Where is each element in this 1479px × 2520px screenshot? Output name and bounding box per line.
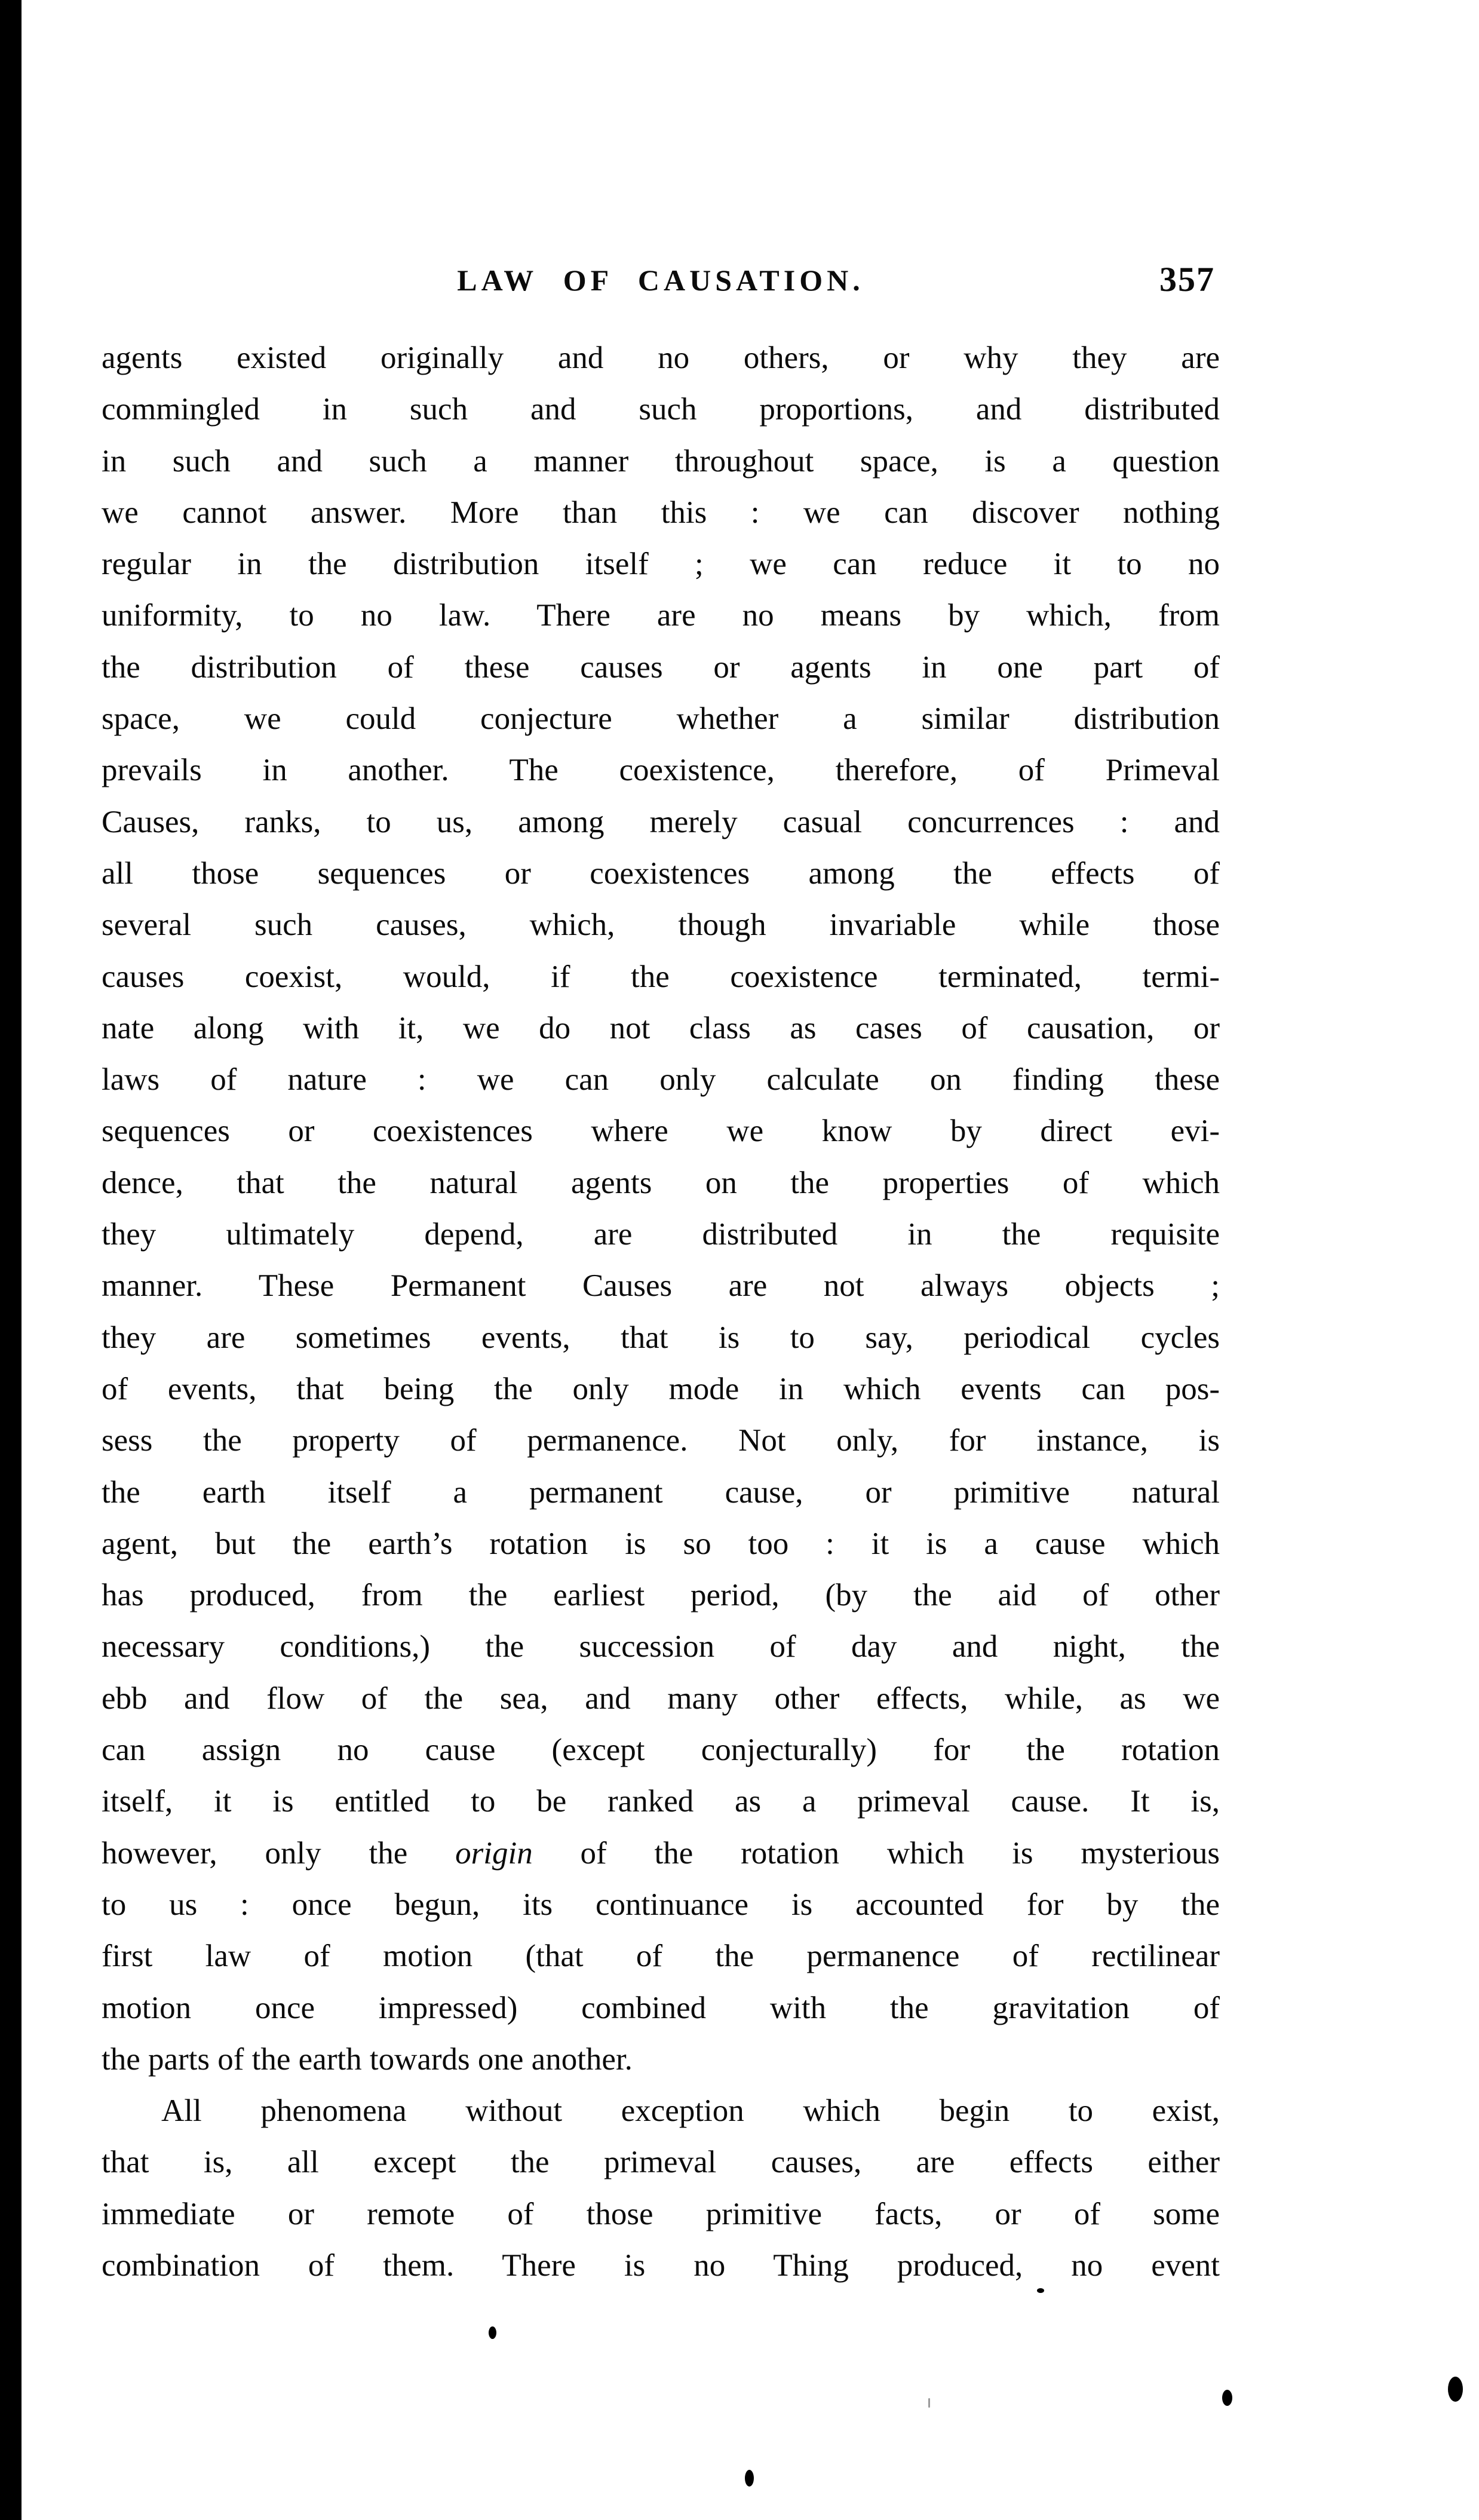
text-line: we cannot answer. More than this : we can discover nothing <box>102 495 1220 530</box>
scan-edge-bar <box>0 0 22 2520</box>
text-segment: however, only the <box>102 1835 456 1871</box>
text-line: motion once impressed) combined with the gravitation of <box>102 1990 1220 2025</box>
text-line: laws of nature : we can only calculate on finding these <box>102 1062 1220 1097</box>
text-line: uniformity, to no law. There are no means by which, from <box>102 598 1220 633</box>
text-line: in such and such a manner throughout space, is a question <box>102 443 1220 479</box>
text-line: sequences or coexistences where we know by direct evi- <box>102 1114 1220 1149</box>
text-line: that is, all except the primeval causes, are effects either <box>102 2145 1220 2180</box>
text-line: of events, that being the only mode in which events can pos- <box>102 1371 1220 1406</box>
text-line: immediate or remote of those primitive facts, or of some <box>102 2196 1220 2231</box>
running-header: LAW OF CAUSATION. <box>457 263 864 297</box>
paragraph-last-line: the parts of the earth towards one another. <box>102 2041 633 2077</box>
text-segment: of the rotation which is mysterious <box>532 1835 1220 1871</box>
ink-speck <box>489 2326 496 2339</box>
text-line: can assign no cause (except conjecturally) for the rotation <box>102 1733 1220 1768</box>
ink-speck <box>1222 2390 1232 2406</box>
text-line: sess the property of permanence. Not only, for instance, is <box>102 1423 1220 1458</box>
text-line: has produced, from the earliest period, (by the aid of other <box>102 1578 1220 1613</box>
text-line: several such causes, which, though invariable while those <box>102 908 1220 943</box>
text-line: they ultimately depend, are distributed in the requisite <box>102 1217 1220 1252</box>
text-line: all those sequences or coexistences among the effects of <box>102 856 1220 891</box>
text-line: agent, but the earth’s rotation is so too : it is a cause which <box>102 1526 1220 1561</box>
ink-speck <box>1037 2288 1044 2293</box>
text-line: ebb and flow of the sea, and many other effects, while, as we <box>102 1681 1220 1716</box>
text-line: the distribution of these causes or agents in one part of <box>102 649 1220 685</box>
text-line: first law of motion (that of the permanence of rectilinear <box>102 1939 1220 1974</box>
page-header <box>102 260 1220 305</box>
text-line: the earth itself a permanent cause, or primitive natural <box>102 1474 1220 1510</box>
text-line: nate along with it, we do not class as cases of causation, or <box>102 1010 1220 1046</box>
text-line: dence, that the natural agents on the properties of which <box>102 1165 1220 1200</box>
page-number: 357 <box>1159 260 1215 299</box>
ink-speck <box>1448 2377 1463 2402</box>
text-line: prevails in another. The coexistence, therefore, of Primeval <box>102 753 1220 788</box>
text-line: combination of them. There is no Thing produced, no event <box>102 2248 1220 2283</box>
text-line: space, we could conjecture whether a similar distribution <box>102 701 1220 737</box>
text-line: commingled in such and such proportions, and distributed <box>102 392 1220 427</box>
text-line-with-italic <box>102 1828 1220 1879</box>
text-line: they are sometimes events, that is to say, periodical cycles <box>102 1320 1220 1355</box>
text-line: manner. These Permanent Causes are not always objects ; <box>102 1268 1220 1304</box>
text-line: regular in the distribution itself ; we can reduce it to no <box>102 547 1220 582</box>
text-line: agents existed originally and no others, or why they are <box>102 341 1220 375</box>
ink-speck <box>928 2398 930 2408</box>
text-line: causes coexist, would, if the coexistence terminated, termi- <box>102 959 1220 994</box>
text-line: Causes, ranks, to us, among merely casual concurrences : and <box>102 804 1220 839</box>
text-line: itself, it is entitled to be ranked as a primeval cause. It is, <box>102 1784 1220 1819</box>
text-line: necessary conditions,) the succession of day and night, the <box>102 1629 1220 1664</box>
text-line: to us : once begun, its continuance is accounted for by the <box>102 1887 1220 1922</box>
italic-word: origin <box>455 1835 533 1871</box>
paragraph-first-line: All phenomena without exception which begin to exist, <box>161 2093 1220 2129</box>
ink-speck <box>745 2470 754 2487</box>
page-body-text <box>102 332 1220 2291</box>
